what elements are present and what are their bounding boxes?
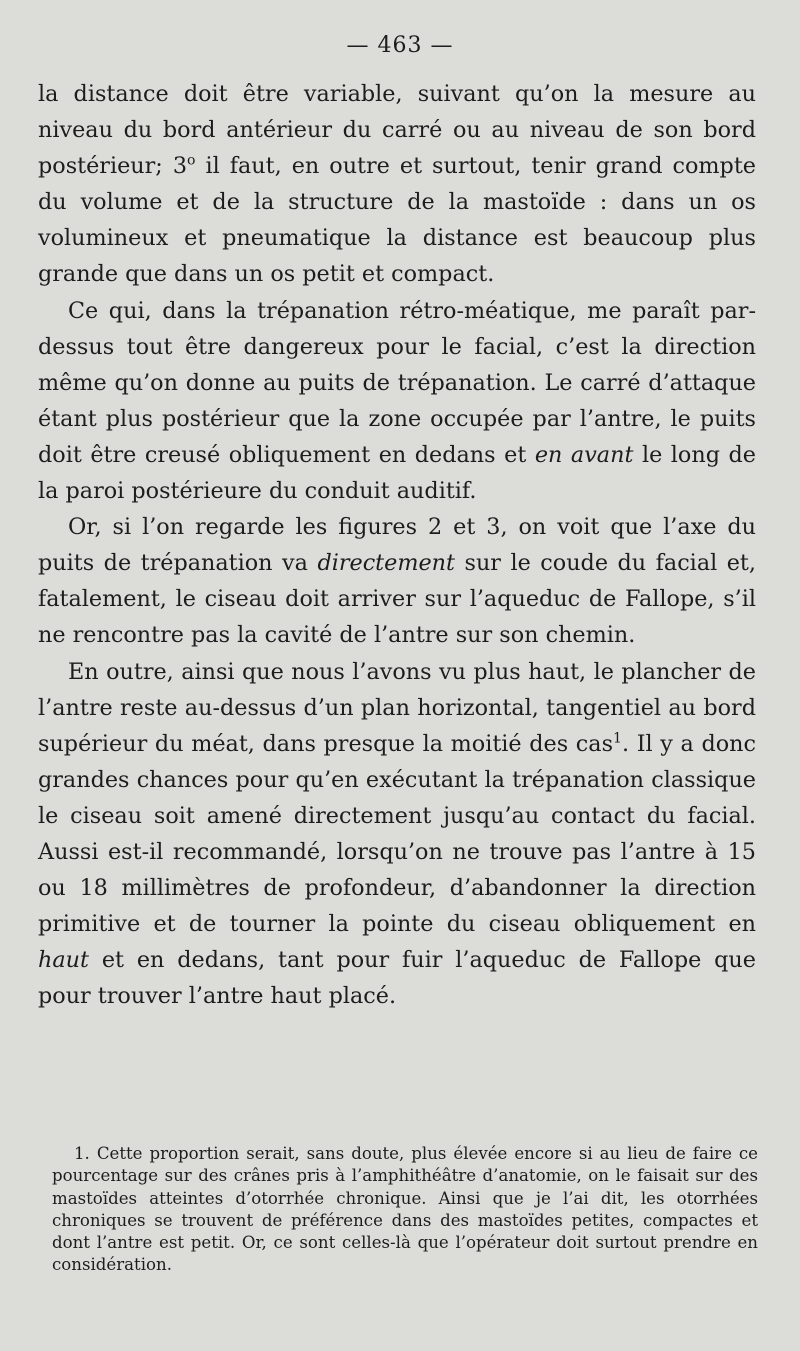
text-run: En outre, ainsi que nous l’avons vu plus haut, le plancher de l’antre reste au-dessus d’un plan horizontal, tangentiel au bord supérieur du méat, dans presque la moitié des cas [38,658,756,757]
text-run: Or, si l’on regarde les figures 2 et 3, on voit que l’axe du puits de trépanation va [38,514,756,577]
page-number: — 463 — [346,33,454,58]
text-run: la distance doit être variable, suivant qu’on la mesure au niveau du bord antérieur du carré ou au niveau de son bord postérieur; 3 [38,81,756,180]
text-run: . Il y a donc grandes chances pour qu’en exécutant la trépanation classique le ciseau soit amené directement jusqu’au contact du facial. Aussi est-il recommandé, lorsqu’on ne trouve pas l’antre à 15 ou 18 millimètres de profondeur, d’abandonner la direction primitive et de tourner la pointe du ciseau obliquement en [38,730,756,938]
superscript: 1 [613,730,622,747]
italic-run: directement [317,550,455,577]
text-run: Ce qui, dans la trépanation rétro-méatique, me paraît par-dessus tout être dangereux pour le facial, c’est la direction même qu’on donne au puits de trépanation. Le carré d’attaque étant plus postérieur que la zone occupée par l’antre, le puits doit être creusé obliquement en dedans et [38,297,756,468]
text-run: sur le coude du facial et, fatalement, le ciseau doit arriver sur l’aqueduc de Fallope, s’il ne rencontre pas la cavité de l’antre sur son chemin. [38,550,756,649]
body-text [38,76,756,1014]
text-run: et en dedans, tant pour fuir l’aqueduc de Fallope que pour trouver l’antre haut placé. [38,947,756,1010]
text-run: il faut, en outre et surtout, tenir grand compte du volume et de la structure de la mastoïde : dans un os volumineux et pneumatique la distance est beaucoup plus grande que dans un os petit et compact. [38,153,756,288]
paragraph-3 [38,509,756,653]
text-run: le long de la paroi postérieure du conduit auditif. [38,441,756,505]
paragraph-2 [38,293,756,510]
paragraph-1 [38,76,756,293]
footnote: 1. Cette proportion serait, sans doute, plus élevée encore si au lieu de faire ce pourcentage sur des crânes pris à l’amphithéâtre d’anatomie, on le faisait sur des mastoïdes atteintes d’otorrhée chronique. Ainsi que je l’ai dit, les otorrhées chroniques se trouvent de préférence dans des mastoïdes petites, compactes et dont l’antre est petit. Or, ce sont celles-là que l’opérateur doit surtout prendre en considération. [52,1144,758,1275]
paragraph-4 [38,654,756,1015]
italic-run: haut [38,947,89,974]
superscript: o [187,152,196,169]
italic-run: en avant [534,441,634,468]
